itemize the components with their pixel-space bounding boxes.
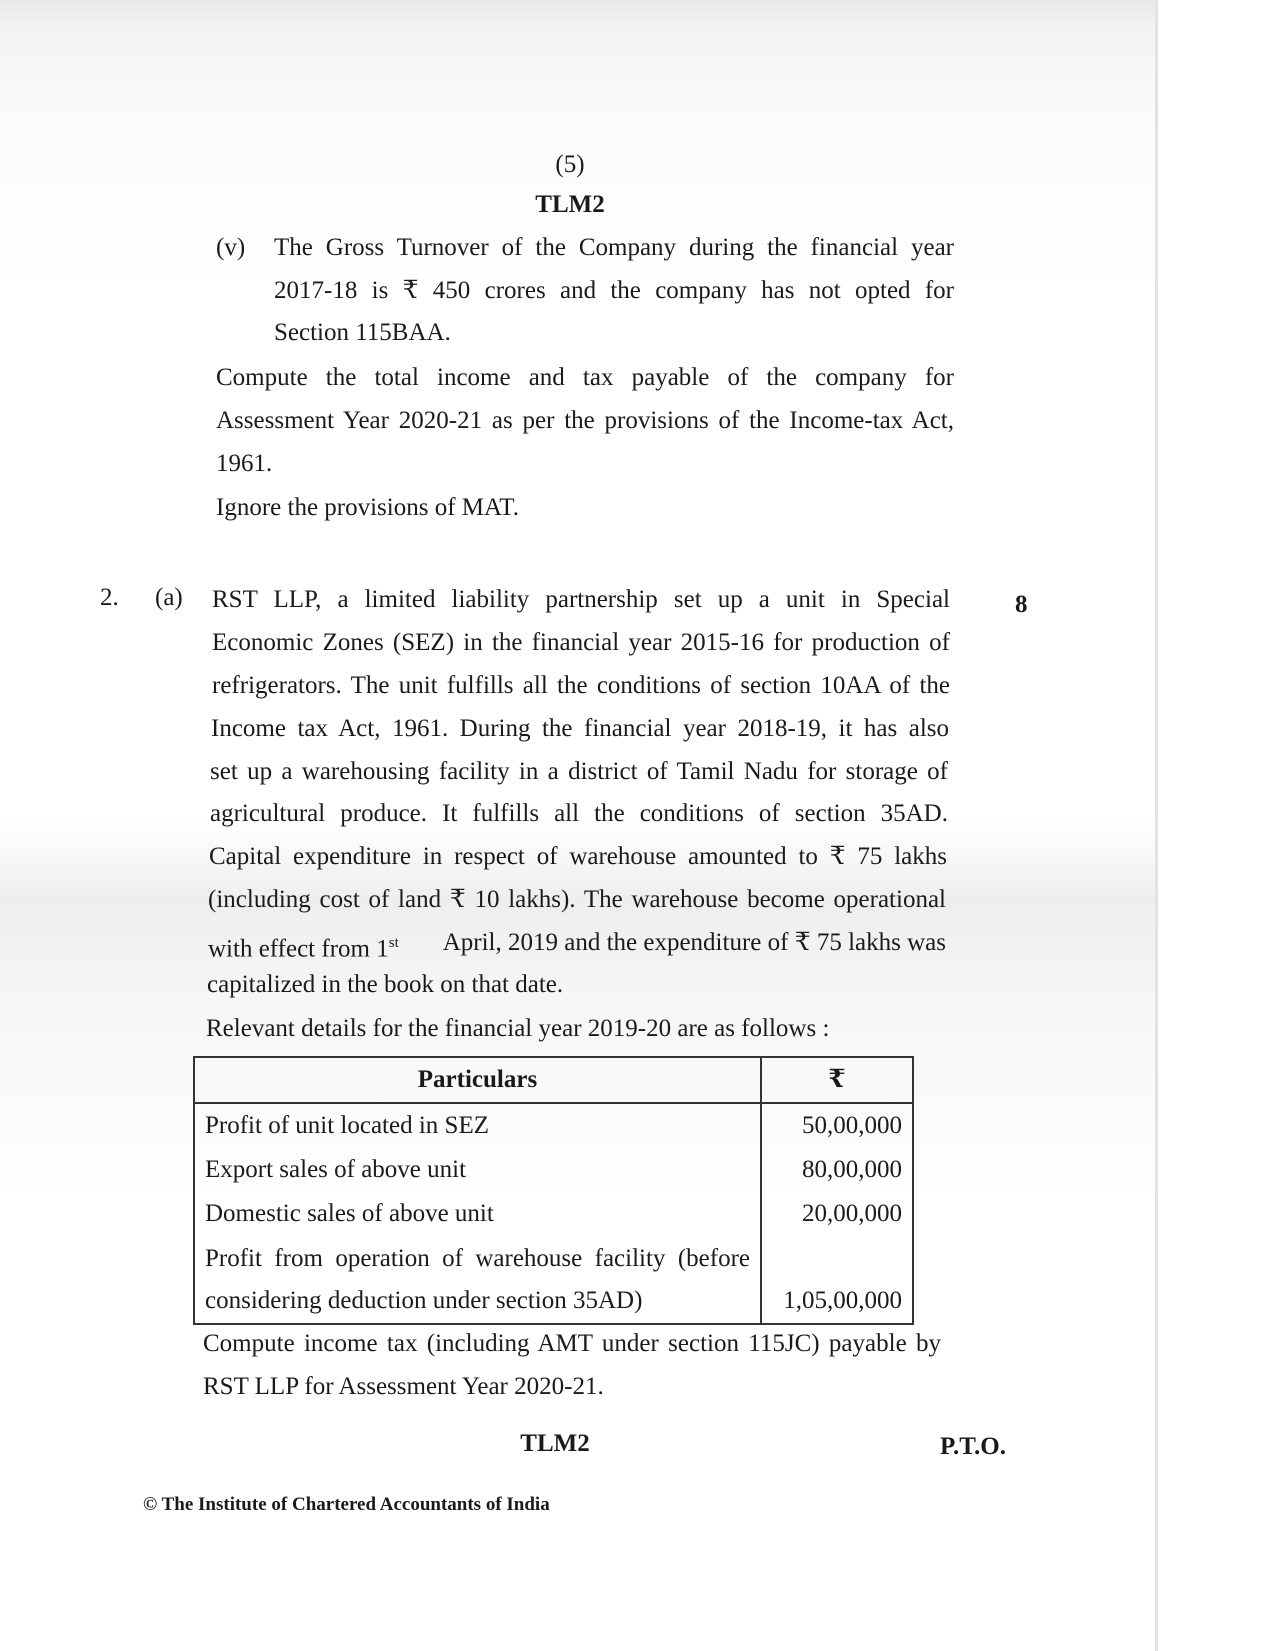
item-v-line-3: Section 115BAA. [274, 319, 451, 346]
table-row [194, 1103, 913, 1148]
compute-1-line-3: 1961. [216, 450, 273, 477]
table-row [194, 1236, 913, 1324]
header-particulars: Particulars [194, 1057, 761, 1103]
compute-2-line-2: RST LLP for Assessment Year 2020-21. [203, 1373, 604, 1400]
row-amount: 1,05,00,000 [761, 1236, 913, 1324]
q2-line-4: Income tax Act, 1961. During the financial year 2018-19, it has also [211, 715, 949, 742]
table-row [194, 1192, 913, 1236]
row-particular: Profit of unit located in SEZ [194, 1103, 761, 1148]
compute-1-line-1: Compute the total income and tax payable of the company for [216, 364, 954, 391]
ordinal-suffix: st [388, 935, 399, 951]
paper-code-footer: TLM2 [520, 1430, 590, 1457]
relevant-details: Relevant details for the financial year 2019-20 are as follows : [206, 1015, 830, 1042]
row-amount: 20,00,000 [761, 1192, 913, 1236]
question-marks: 8 [1015, 591, 1028, 618]
q2-line-6: agricultural produce. It fulfills all the conditions of section 35AD. [210, 800, 948, 827]
q2-line-8: (including cost of land ₹ 10 lakhs). The warehouse become operational [208, 886, 946, 913]
pto-label: P.T.O. [940, 1433, 1006, 1460]
compute-2-line-1: Compute income tax (including AMT under section 115JC) payable by [203, 1330, 941, 1357]
row-amount: 50,00,000 [761, 1103, 913, 1148]
particulars-table [193, 1056, 914, 1325]
q2-line-1: RST LLP, a limited liability partnership set up a unit in Special [212, 586, 950, 613]
q2-line-9-end: April, 2019 and the expenditure of ₹ 75 lakhs was [437, 929, 946, 956]
item-v-marker: (v) [216, 234, 246, 261]
q2-line-10: capitalized in the book on that date. [207, 971, 564, 998]
q2-line-3: refrigerators. The unit fulfills all the conditions of section 10AA of the [212, 672, 950, 699]
page-number: (5) [555, 151, 585, 178]
paper-code-top: TLM2 [535, 191, 605, 218]
question-part: (a) [155, 584, 183, 611]
item-v-line-1: The Gross Turnover of the Company during the financial year [274, 234, 954, 261]
item-v-line-2: 2017-18 is ₹ 450 crores and the company has not opted for [274, 277, 954, 304]
ignore-mat-note: Ignore the provisions of MAT. [216, 494, 519, 521]
row-particular: Domestic sales of above unit [194, 1192, 761, 1236]
copyright-notice: © The Institute of Chartered Accountants of India [143, 1494, 550, 1515]
q2-line-9 [208, 928, 946, 964]
row-particular-line-2: considering deduction under section 35AD) [205, 1287, 643, 1314]
q2-line-9-start: with effect from 1st [208, 935, 399, 963]
question-number: 2. [100, 584, 119, 611]
q2-line-2: Economic Zones (SEZ) in the financial year 2015-16 for production of [212, 629, 950, 656]
compute-1-line-2: Assessment Year 2020-21 as per the provisions of the Income-tax Act, [216, 407, 954, 434]
row-particular: Export sales of above unit [194, 1148, 761, 1192]
q2-line-5: set up a warehousing facility in a district of Tamil Nadu for storage of [210, 758, 948, 785]
table-header-row [194, 1057, 913, 1103]
q2-line-7: Capital expenditure in respect of warehouse amounted to ₹ 75 lakhs [209, 843, 947, 870]
row-particular-multiline [194, 1236, 761, 1324]
row-amount: 80,00,000 [761, 1148, 913, 1192]
header-amount: ₹ [761, 1057, 913, 1103]
table-row [194, 1148, 913, 1192]
row-particular-line-1: Profit from operation of warehouse facility (before [205, 1245, 750, 1272]
